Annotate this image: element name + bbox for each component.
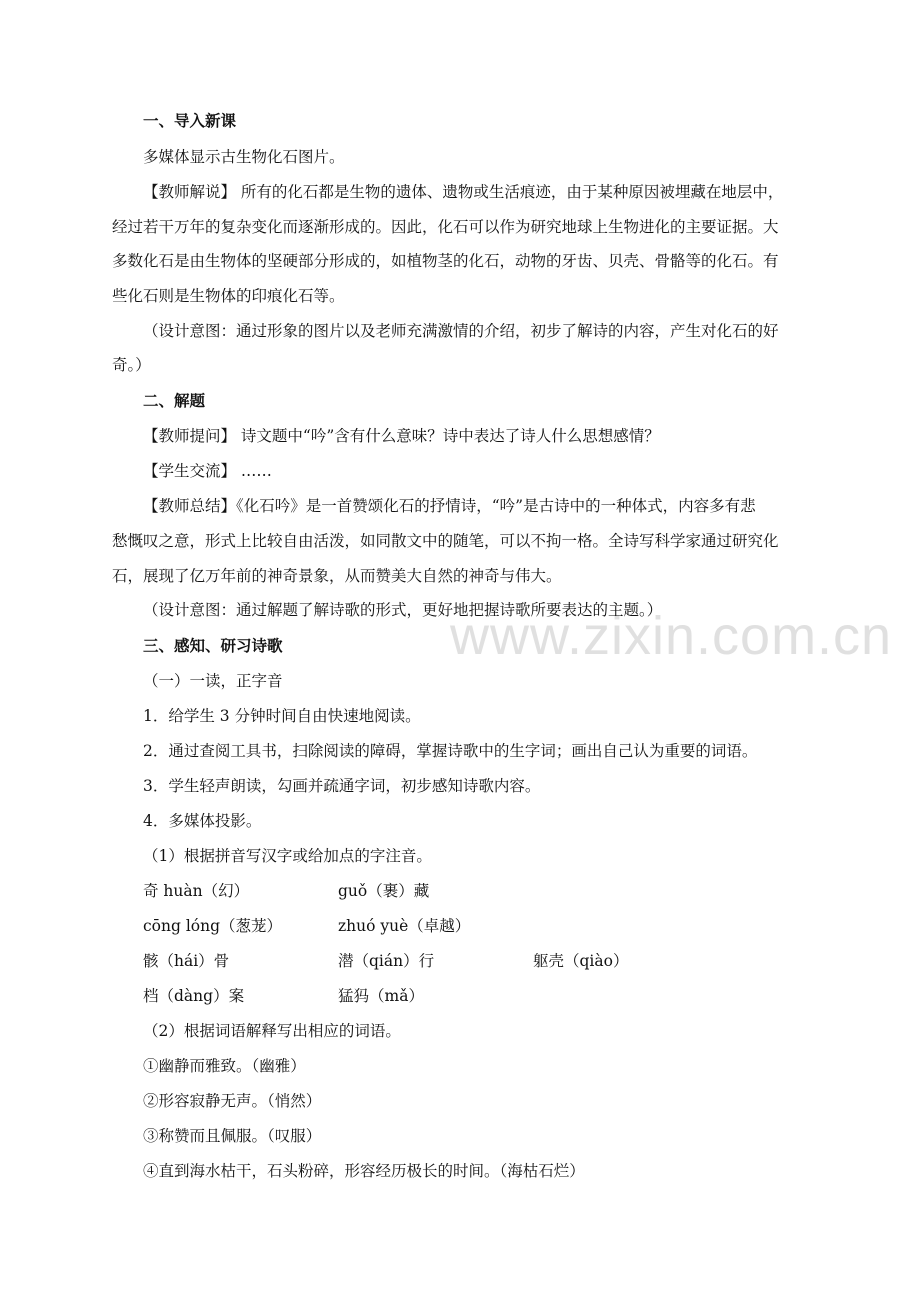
section-1-line: 多媒体显示古生物化石图片。 xyxy=(143,148,345,166)
design-intent-line: 奇。） xyxy=(112,356,151,374)
section-3-heading: 三、感知、研习诗歌 xyxy=(143,636,283,655)
step-item: 2．通过查阅工具书，扫除阅读的障碍，掌握诗歌中的生字词；画出自己认为重要的词语。 xyxy=(143,742,758,760)
teacher-summary-line: 【教师总结】《化石吟》是一首赞颂化石的抒情诗，“吟”是古诗中的一种体式，内容多有悲 xyxy=(143,497,756,515)
section-1-heading: 一、导入新课 xyxy=(143,111,237,130)
pinyin-item: 躯壳（qiào） xyxy=(533,952,629,970)
design-intent-line: （设计意图：通过解题了解诗歌的形式，更好地把握诗歌所要表达的主题。） xyxy=(143,601,663,619)
step-item: 3．学生轻声朗读，勾画并疏通字词，初步感知诗歌内容。 xyxy=(143,777,541,795)
pinyin-item: cōng lóng（葱茏） xyxy=(143,917,283,935)
teacher-explain-line: 【教师解说】 所有的化石都是生物的遗体、遗物或生活痕迹，由于某种原因被埋藏在地层中， xyxy=(143,183,784,201)
definition-item: ②形容寂静无声。（悄然） xyxy=(143,1092,322,1110)
watermark: www.zixin.com.cn xyxy=(450,606,893,666)
pinyin-item: guǒ（裹）藏 xyxy=(338,882,430,900)
definition-item: ③称赞而且佩服。（叹服） xyxy=(143,1127,322,1145)
pinyin-item: 奇 huàn（幻） xyxy=(143,882,250,900)
pinyin-item: 潜（qián）行 xyxy=(338,952,435,970)
pinyin-item: 档（dàng）案 xyxy=(143,987,245,1005)
task-heading: （2）根据词语解释写出相应的词语。 xyxy=(143,1022,401,1040)
teacher-summary-line: 愁慨叹之意，形式上比较自由活泼，如同散文中的随笔，可以不拘一格。全诗写科学家通过研究化 xyxy=(112,532,779,550)
teacher-explain-line: 多数化石是由生物体的坚硬部分形成的，如植物茎的化石，动物的牙齿、贝壳、骨骼等的化石。有 xyxy=(112,252,779,270)
task-heading: （1）根据拼音写汉字或给加点的字注音。 xyxy=(143,847,432,865)
section-2-heading: 二、解题 xyxy=(143,391,206,410)
design-intent-line: （设计意图：通过形象的图片以及老师充满激情的介绍，初步了解诗的内容，产生对化石的好 xyxy=(143,322,779,340)
pinyin-item: 骸（hái）骨 xyxy=(143,952,230,970)
teacher-explain-line: 些化石则是生物体的印痕化石等。 xyxy=(112,287,345,305)
teacher-summary-line: 石，展现了亿万年前的神奇景象，从而赞美大自然的神奇与伟大。 xyxy=(112,567,562,585)
subsection-heading: （一）一读，正字音 xyxy=(143,672,283,690)
teacher-question: 【教师提问】 诗文题中“吟”含有什么意味？诗中表达了诗人什么思想感情？ xyxy=(143,427,660,445)
pinyin-item: zhuó yuè（卓越） xyxy=(338,917,471,935)
student-exchange: 【学生交流】 …… xyxy=(143,462,272,480)
step-item: 1．给学生 3 分钟时间自由快速地阅读。 xyxy=(143,707,421,725)
step-item: 4．多媒体投影。 xyxy=(143,812,262,830)
pinyin-item: 猛犸（mǎ） xyxy=(338,987,424,1005)
definition-item: ①幽静而雅致。（幽雅） xyxy=(143,1057,306,1075)
definition-item: ④直到海水枯干，石头粉碎，形容经历极长的时间。（海枯石烂） xyxy=(143,1162,585,1180)
teacher-explain-line: 经过若干万年的复杂变化而逐渐形成的。因此，化石可以作为研究地球上生物进化的主要证据。大 xyxy=(112,218,779,236)
